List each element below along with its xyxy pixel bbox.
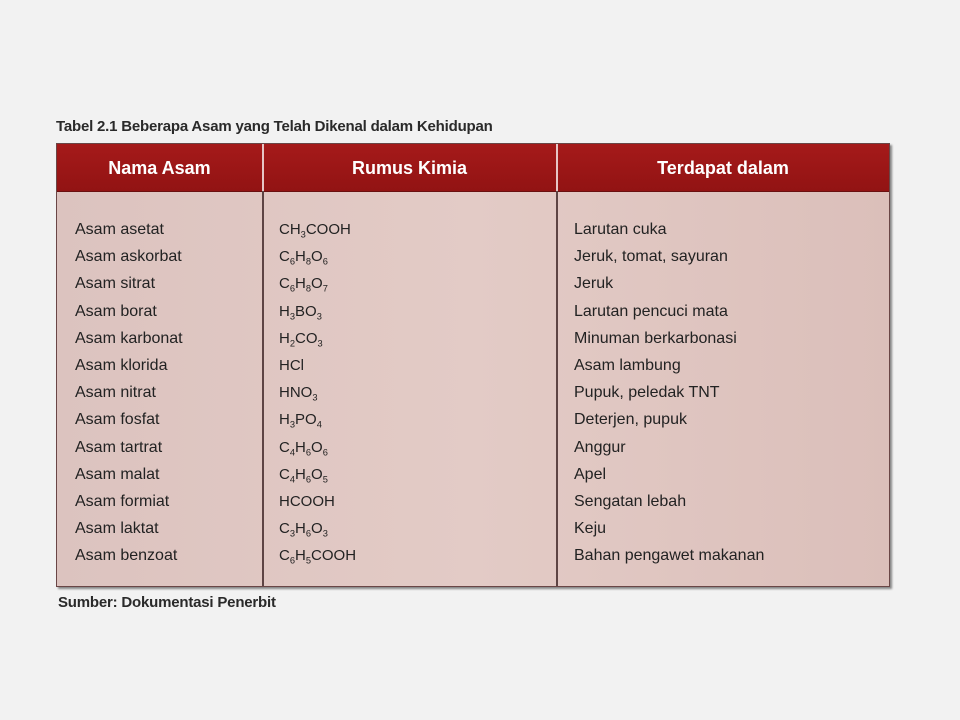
header-terdapat-dalam: Terdapat dalam xyxy=(657,158,789,178)
acid-formula-cell xyxy=(279,298,356,325)
acid-name-cell: Asam karbonat xyxy=(75,329,183,347)
formula-text: HCOOH xyxy=(279,492,335,510)
acid-formula-cell xyxy=(279,461,356,488)
acid-source-cell: Pupuk, peledak TNT xyxy=(574,384,720,402)
formula-text: HCl xyxy=(279,356,304,374)
acid-source-cell: Keju xyxy=(574,520,607,538)
acid-formula-cell xyxy=(279,352,356,379)
formula-text: O xyxy=(311,248,323,266)
acid-source-cell: Apel xyxy=(574,465,607,483)
acid-name-cell: Asam laktat xyxy=(75,520,159,538)
acid-formula-cell xyxy=(279,243,356,270)
acids-table xyxy=(56,143,890,587)
acid-source-cell: Deterjen, pupuk xyxy=(574,411,687,429)
formula-text: H xyxy=(279,329,290,347)
formula-subscript: 6 xyxy=(305,446,312,457)
formula-text: H xyxy=(279,411,290,429)
header-rumus-kimia: Rumus Kimia xyxy=(351,158,468,178)
acid-formula-cell xyxy=(279,488,356,515)
formula-subscript: 6 xyxy=(305,473,312,484)
formula-text: O xyxy=(311,520,323,538)
formula-text: BO xyxy=(295,302,317,320)
formula-subscript: 4 xyxy=(316,419,322,430)
column-terdapat-dalam xyxy=(574,216,764,569)
formula-subscript: 3 xyxy=(300,229,306,240)
formula-subscript: 6 xyxy=(289,283,296,294)
column-divider xyxy=(556,191,558,586)
acid-formula-cell xyxy=(279,270,356,297)
formula-subscript: 3 xyxy=(289,310,296,321)
formula-subscript: 3 xyxy=(312,392,318,403)
formula-subscript: 5 xyxy=(305,555,312,566)
acid-source-cell: Asam lambung xyxy=(574,356,681,374)
acid-formula-cell xyxy=(279,325,356,352)
column-divider xyxy=(262,191,264,586)
source-note: Sumber: Dokumentasi Penerbit xyxy=(58,594,276,611)
acid-source-cell: Minuman berkarbonasi xyxy=(574,329,737,347)
formula-subscript: 3 xyxy=(289,528,296,539)
formula-subscript: 3 xyxy=(289,419,296,430)
formula-text: PO xyxy=(295,411,317,429)
column-rumus-kimia xyxy=(279,216,356,569)
acid-formula-cell xyxy=(279,515,356,542)
acid-formula-cell xyxy=(279,379,356,406)
acid-name-cell: Asam malat xyxy=(75,465,160,483)
formula-text: C xyxy=(279,465,290,483)
acid-name-cell: Asam benzoat xyxy=(75,547,178,565)
formula-text: O xyxy=(311,438,323,456)
acid-formula-cell xyxy=(279,542,356,569)
acid-formula-cell xyxy=(279,434,356,461)
formula-subscript: 6 xyxy=(289,555,296,566)
formula-subscript: 3 xyxy=(322,528,328,539)
acid-name-cell: Asam sitrat xyxy=(75,275,156,293)
acid-formula-cell xyxy=(279,406,356,433)
formula-subscript: 7 xyxy=(322,283,328,294)
formula-subscript: 6 xyxy=(322,446,328,457)
formula-text: C xyxy=(279,438,290,456)
acid-source-cell: Larutan pencuci mata xyxy=(574,302,728,320)
formula-text: CH xyxy=(279,221,301,238)
formula-text: HNO xyxy=(279,384,313,402)
acid-name-cell: Asam formiat xyxy=(75,492,170,510)
formula-text: O xyxy=(311,275,323,293)
formula-subscript: 8 xyxy=(305,283,312,294)
formula-subscript: 5 xyxy=(322,473,328,484)
header-nama-asam: Nama Asam xyxy=(108,158,211,178)
formula-text: H xyxy=(295,547,306,565)
formula-text: H xyxy=(295,520,306,538)
formula-subscript: 6 xyxy=(322,256,328,267)
formula-subscript: 6 xyxy=(305,528,312,539)
formula-text: O xyxy=(311,465,323,483)
formula-text: CO xyxy=(295,329,318,347)
acid-name-cell: Asam fosfat xyxy=(75,411,160,429)
formula-text: C xyxy=(279,275,290,293)
formula-subscript: 6 xyxy=(289,256,296,267)
acid-source-cell: Sengatan lebah xyxy=(574,492,687,510)
formula-text: H xyxy=(295,275,306,293)
formula-subscript: 2 xyxy=(289,338,296,348)
formula-text: COOH xyxy=(305,221,351,238)
acid-name-cell: Asam asetat xyxy=(75,221,164,238)
column-nama-asam xyxy=(75,216,183,569)
table-header xyxy=(57,144,889,192)
formula-text: H xyxy=(279,302,290,320)
formula-subscript: 4 xyxy=(289,446,296,457)
table-caption: Tabel 2.1 Beberapa Asam yang Telah Dikenal dalam Kehidupan xyxy=(56,118,493,135)
formula-text: C xyxy=(279,547,290,565)
formula-subscript: 8 xyxy=(305,256,312,267)
acid-source-cell: Larutan cuka xyxy=(574,221,667,238)
header-divider xyxy=(262,144,264,191)
formula-text: C xyxy=(279,520,290,538)
formula-text: C xyxy=(279,248,290,266)
acid-source-cell: Jeruk, tomat, sayuran xyxy=(574,248,728,266)
acid-source-cell: Jeruk xyxy=(574,275,614,293)
acid-formula-cell xyxy=(279,216,356,243)
formula-text: H xyxy=(295,438,306,456)
acid-name-cell: Asam tartrat xyxy=(75,438,163,456)
acid-source-cell: Anggur xyxy=(574,438,626,456)
formula-subscript: 3 xyxy=(316,310,322,321)
acid-source-cell: Bahan pengawet makanan xyxy=(574,547,765,565)
header-divider xyxy=(556,144,558,191)
formula-text: COOH xyxy=(311,547,357,565)
formula-subscript: 3 xyxy=(317,338,323,348)
acid-name-cell: Asam askorbat xyxy=(75,248,182,266)
formula-subscript: 4 xyxy=(289,473,296,484)
acid-name-cell: Asam borat xyxy=(75,302,157,320)
formula-text: H xyxy=(295,248,306,266)
formula-text: H xyxy=(295,465,306,483)
acid-name-cell: Asam klorida xyxy=(75,356,168,374)
acid-name-cell: Asam nitrat xyxy=(75,384,156,402)
